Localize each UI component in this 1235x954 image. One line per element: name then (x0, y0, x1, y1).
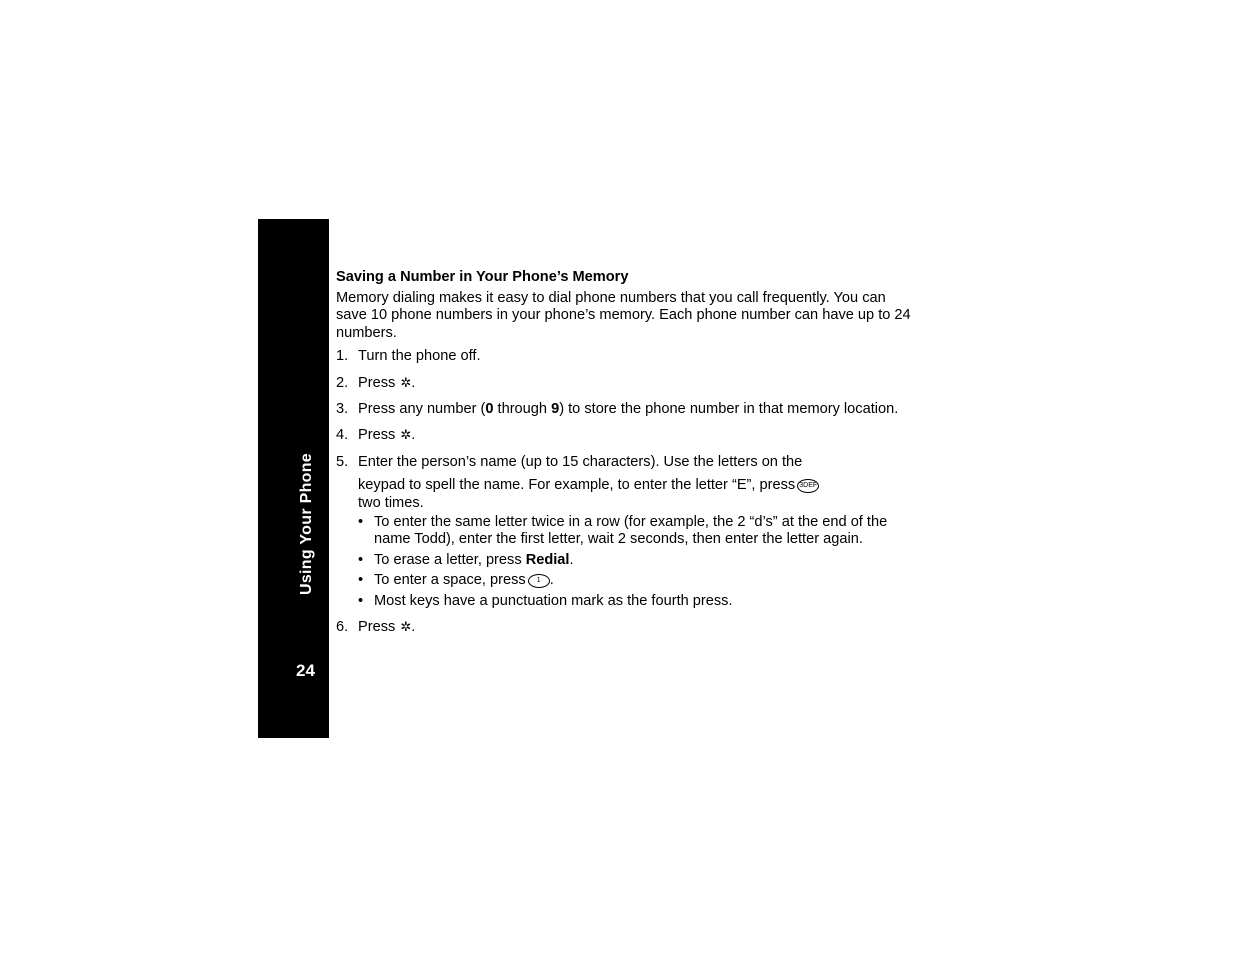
step-number: 3. (336, 401, 349, 418)
section-heading: Saving a Number in Your Phone’s Memory (336, 269, 629, 285)
step-text: Press (358, 619, 396, 636)
step-end: . (411, 427, 416, 444)
step-3 (336, 401, 914, 418)
step-text: Press any number ( (358, 401, 486, 418)
bold-digit-0: 0 (485, 401, 494, 418)
step-5 (336, 454, 914, 610)
step-text-part: keypad to spell the name. For example, to enter the letter “E”, press (358, 477, 796, 494)
key-1-icon: 1 (528, 574, 550, 588)
step-number: 5. (336, 453, 349, 470)
list-item-text: To enter a space, press (374, 572, 526, 589)
list-item (358, 572, 914, 589)
section-title-vertical: Using Your Phone (298, 453, 315, 595)
list-item: • To enter the same letter twice in a row (for example, the 2 “d’s” at the end of the name Todd), enter the first letter, wait 2 seconds, then enter the letter again. (358, 514, 914, 549)
step-2 (336, 375, 914, 392)
step-end: . (411, 374, 416, 391)
step-text: Turn the phone off. (358, 348, 481, 365)
side-tab (258, 219, 329, 738)
star-key-icon: ✲ (400, 374, 412, 390)
step-text: two times. (358, 494, 424, 511)
star-key-icon: ✲ (400, 619, 412, 635)
step-number: 1. (336, 348, 349, 365)
step-text (358, 477, 914, 494)
tips-list (358, 514, 914, 610)
star-key-icon: ✲ (400, 427, 412, 443)
page-content (336, 268, 914, 646)
list-item-end: . (569, 551, 574, 568)
step-number: 4. (336, 427, 349, 444)
step-text: Enter the person’s name (up to 15 characters). Use the letters on the (358, 453, 803, 470)
step-4 (336, 427, 914, 444)
step-number: 2. (336, 374, 349, 391)
bold-digit-9: 9 (551, 401, 560, 418)
step-text: Press (358, 427, 396, 444)
step-text: through (493, 401, 552, 418)
step-text: ) to store the phone number in that memory location. (559, 401, 899, 418)
step-text: Press (358, 374, 396, 391)
list-item-text: To erase a letter, press (374, 551, 526, 568)
key-3-icon: 3DEF (797, 479, 819, 493)
intro-paragraph: Memory dialing makes it easy to dial phone numbers that you call frequently. You can save 10 phone numbers in your phone’s memory. Each phone number can have up to 24 numbers. (336, 290, 911, 341)
step-number: 6. (336, 619, 349, 636)
list-item: • Most keys have a punctuation mark as the fourth press. (358, 593, 914, 610)
step-6 (336, 619, 914, 636)
list-item (358, 552, 914, 569)
step-end: . (411, 619, 416, 636)
step-1 (336, 348, 914, 365)
page-number: 24 (296, 661, 315, 680)
redial-key-label: Redial (525, 551, 570, 568)
list-item-end: . (549, 572, 554, 589)
